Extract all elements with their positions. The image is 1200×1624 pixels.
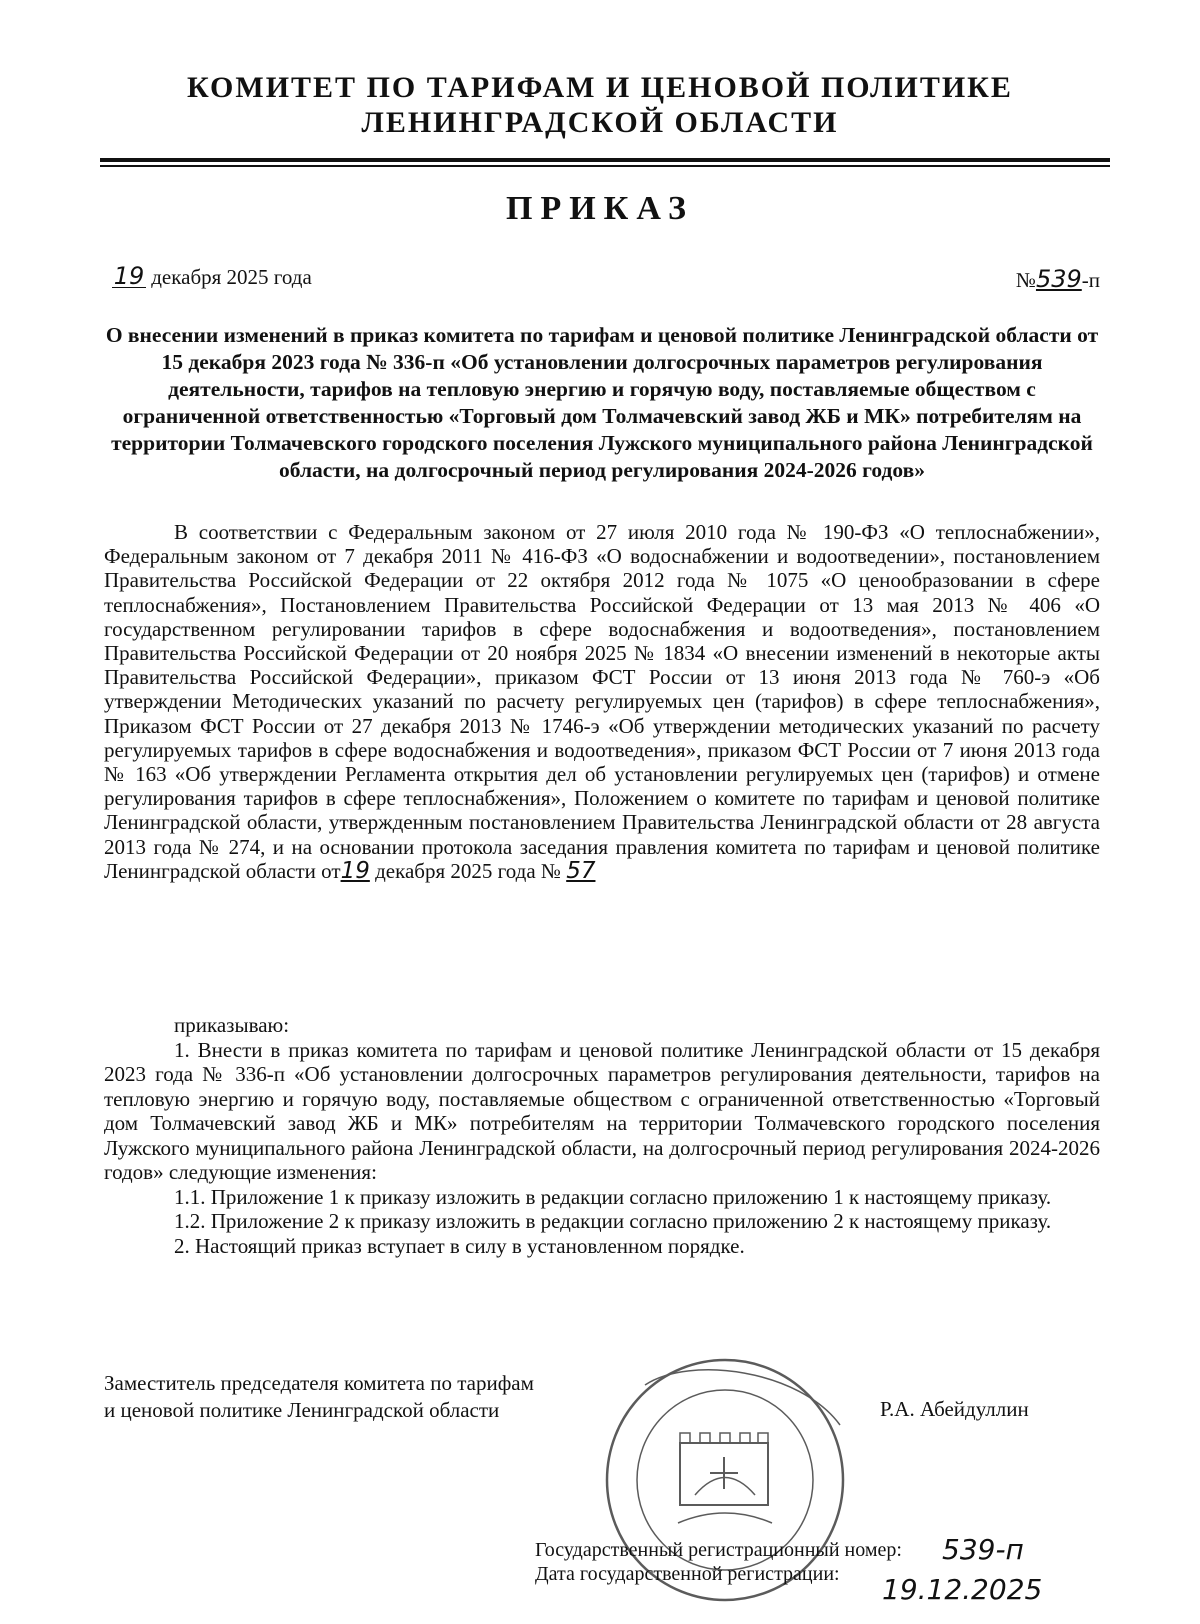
signatory-position [104, 1370, 534, 1424]
preamble [104, 520, 1100, 883]
organization-title-line2: ЛЕНИНГРАДСКОЙ ОБЛАСТИ [361, 106, 839, 139]
preamble-paragraph [104, 520, 1100, 883]
document-number [1016, 265, 1100, 293]
order-items [104, 1013, 1100, 1258]
handwritten-protocol-number: 57 [566, 857, 596, 884]
date-rest: декабря 2025 года [146, 265, 312, 289]
handwritten-protocol-day: 19 [340, 857, 370, 884]
order-lead: приказываю: [174, 1013, 290, 1037]
organization-title [120, 70, 1080, 140]
header-divider-thick [100, 158, 1110, 162]
number-suffix: -п [1081, 268, 1100, 292]
registration-date-label: Дата государственной регистрации: [535, 1563, 840, 1585]
registration-date-value: 19.12.2025 [882, 1573, 1043, 1606]
signatory-position-line1: Заместитель председателя комитета по тарифам [104, 1371, 534, 1395]
signatory-position-line2: и ценовой политике Ленинградской области [104, 1398, 500, 1422]
document-date [112, 262, 312, 290]
registration-number-value: 539-п [942, 1533, 1024, 1566]
preamble-after-day: декабря 2025 года № [369, 858, 567, 883]
header-divider-thin [100, 165, 1110, 167]
preamble-text: В соответствии с Федеральным законом от 27 июля 2010 года № 190-ФЗ «О теплоснабжении», Федеральным законом от 7 декабря 2011 № 416-ФЗ «О водоснабжении и водоотведении», постановлением Правительства Российской Федерации от 22 октября 2012 года № 1075 «О ценообразовании в сфере теплоснабжения», Постановлением Правительства Российской Федерации от 13 мая 2013 № 406 «О государственном регулировании тарифов в сфере водоснабжения и водоотведения», постановлением Правительства Российской Федерации от 20 ноября 2025 № 1834 «О внесении изменений в некоторые акты Правительства Российской Федерации», приказом ФСТ России от 13 июня 2013 года № 760-э «Об утверждении Методических указаний по расчету регулируемых цен (тарифов) в сфере теплоснабжения», Приказом ФСТ России от 27 декабря 2013 № 1746-э «Об утверждении методических указаний по расчету регулируемых тарифов в сфере водоснабжения и водоотведения», приказом ФСТ России от 7 июня 2013 года № 163 «Об утверждении Регламента открытия дел об установлении регулируемых цен (тарифов) и отмене регулирования тарифов в сфере теплоснабжения», Положением о комитете по тарифам и ценовой политике Ленинградской области, утвержденным постановлением Правительства Ленинградской области от 28 августа 2013 года № 274, и на основании протокола заседания правления комитета по тарифам и ценовой политике Ленинградской области от [104, 520, 1100, 883]
number-prefix: № [1015, 268, 1036, 292]
signatory-name: Р.А. Абейдуллин [880, 1397, 1029, 1421]
order-subject: О внесении изменений в приказ комитета по тарифам и ценовой политике Ленинградской области от 15 декабря 2023 года № 336-п «Об установлении долгосрочных параметров регулирования деятельности, тарифов на тепловую энергию и горячую воду, поставляемые обществом с ограниченной ответственностью «Торговый дом Толмачевский завод ЖБ и МК» потребителям на территории Толмачевского городского поселения Лужского муниципального района Ленинградской области, на долгосрочный период регулирования 2024-2026 годов» [105, 323, 1099, 482]
registration-number-label: Государственный регистрационный номер: [535, 1539, 902, 1561]
order-item-2: 2. Настоящий приказ вступает в силу в установленном порядке. [174, 1233, 745, 1258]
order-item-1-2: 1.2. Приложение 2 к приказу изложить в редакции согласно приложению 2 к настоящему приказу. [174, 1209, 1052, 1233]
handwritten-number: 539 [1035, 265, 1082, 293]
organization-title-line1: КОМИТЕТ ПО ТАРИФАМ И ЦЕНОВОЙ ПОЛИТИКЕ [187, 71, 1013, 104]
order-item-1-1: 1.1. Приложение 1 к приказу изложить в редакции согласно приложению 1 к настоящему приказу. [174, 1184, 1052, 1209]
order-item-1: 1. Внести в приказ комитета по тарифам и ценовой политике Ленинградской области от 15 декабря 2023 года № 336-п «Об установлении долгосрочных параметров регулирования деятельности, тарифов на тепловую энергию и горячую воду, поставляемые обществом с ограниченной ответственностью «Торговый дом Толмачевский завод ЖБ и МК» потребителям на территории Толмачевского городского поселения Лужского муниципального района Ленинградской области, на долгосрочный период регулирования 2024-2026 годов» следующие изменения: [104, 1037, 1100, 1184]
document-type-title: ПРИКАЗ [506, 190, 694, 227]
handwritten-day: 19 [113, 262, 145, 290]
registration-labels [535, 1538, 902, 1586]
